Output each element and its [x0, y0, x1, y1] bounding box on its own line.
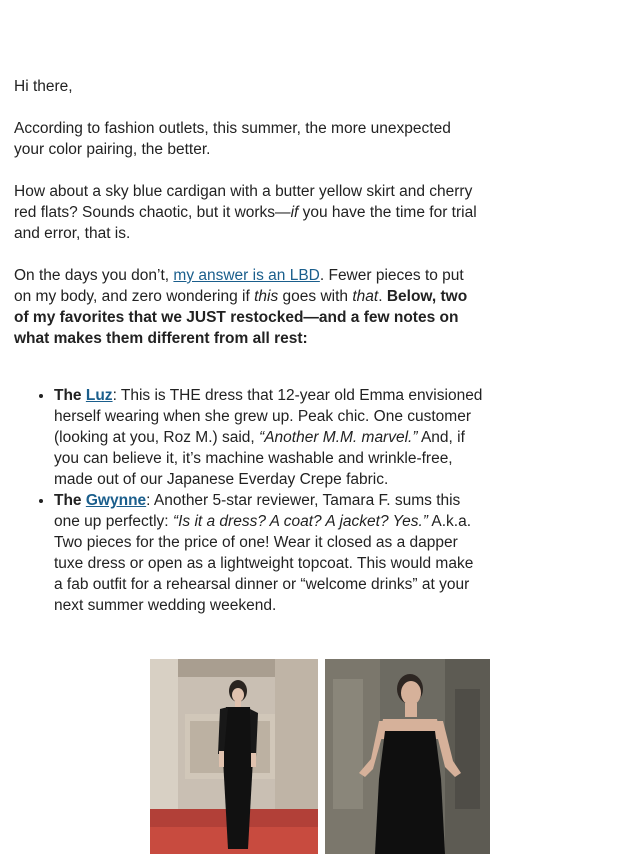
luz-link[interactable]: Luz: [85, 387, 113, 404]
text: How about a sky blue cardigan with a butter yellow skirt and cherry red flats? Sounds chaotic, but it works—: [14, 183, 473, 221]
emphasis: if: [290, 204, 299, 221]
quote: “Is it a dress? A coat? A jacket? Yes.”: [172, 513, 428, 530]
text: .: [378, 288, 387, 305]
photo-collage: [150, 659, 490, 854]
text: And, if you can believe it, it’s machine washable and wrinkle-free, made out of our Japanese Everday Crepe fabric.: [54, 429, 465, 488]
gwynne-link[interactable]: Gwynne: [85, 492, 147, 509]
email-body: [14, 76, 484, 616]
item-prefix: [54, 492, 146, 509]
text: . Fewer pieces to put on my body, and zero wondering if: [14, 267, 464, 305]
text: goes with: [278, 288, 353, 305]
photo-black-dress: [325, 659, 490, 854]
emphasis: that: [352, 288, 379, 305]
product-list: [14, 385, 484, 616]
text: On the days you don’t,: [14, 267, 174, 284]
paragraph-intro: According to fashion outlets, this summer, the more unexpected your color pairing, the better.: [14, 120, 451, 158]
emphasis: this: [254, 288, 279, 305]
black-dress-image: [325, 659, 490, 854]
item-prefix: [54, 387, 113, 404]
greeting: Hi there,: [14, 78, 73, 95]
quote: “Another M.M. marvel.”: [259, 429, 418, 446]
red-carpet-image: [150, 659, 318, 854]
lbd-link[interactable]: my answer is an LBD: [173, 267, 320, 284]
text: you have the time for trial and error, that is.: [14, 204, 477, 242]
bold-text: Below, two of my favorites that we JUST restocked—and a few notes on what makes them different from all rest:: [14, 288, 468, 347]
paragraph-color-pairing: [14, 181, 484, 244]
list-item-gwynne: [54, 490, 484, 616]
text: The: [54, 492, 86, 509]
text: The: [54, 387, 86, 404]
paragraph-lbd: [14, 265, 484, 349]
text: : Another 5-star reviewer, Tamara F. sums this one up perfectly:: [54, 492, 461, 530]
list-item-luz: [54, 385, 484, 490]
text: A.k.a. Two pieces for the price of one! Wear it closed as a dapper tuxe dress or open as a lightweight topcoat. This would make a fab outfit for a rehearsal dinner or “welcome drinks” at your next summer wedding weekend.: [54, 513, 474, 614]
text: : This is THE dress that 12-year old Emma envisioned herself wearing when she grew up. Peak chic. One customer (looking at you, Roz M.) said,: [54, 387, 483, 446]
photo-red-carpet: [150, 659, 318, 854]
